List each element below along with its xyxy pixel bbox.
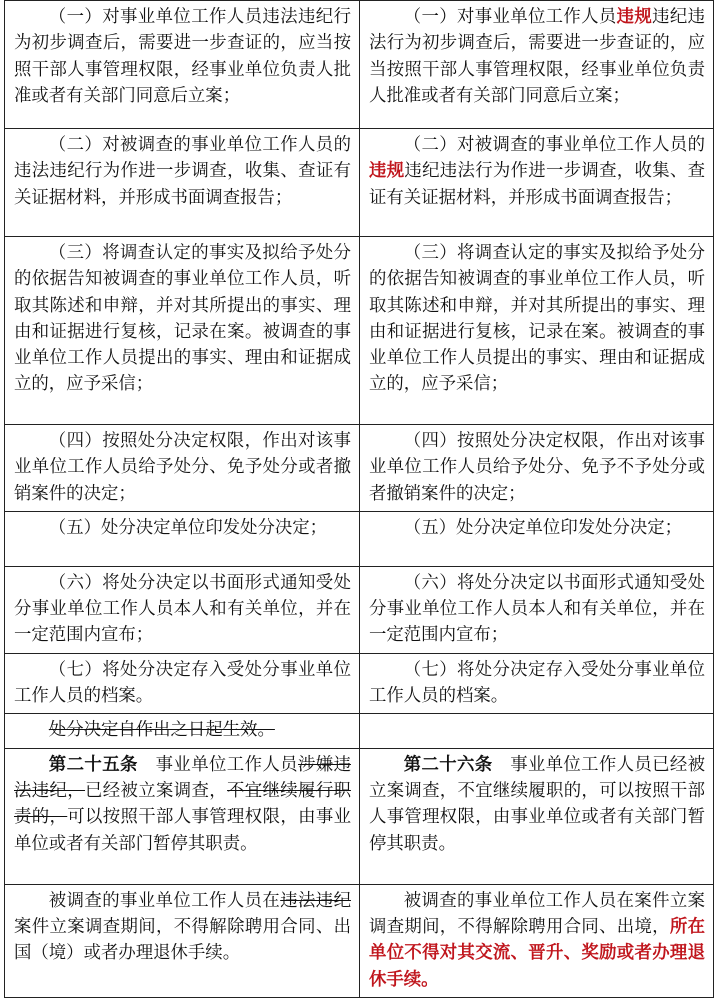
table-row bbox=[5, 884, 714, 997]
old-clause-2: （二）对被调查的事业单位工作人员的违法违纪行为作进一步调查，收集、查证有关证据材料，并形成书面调查报告； bbox=[5, 129, 360, 237]
old-clause-6: （六）将处分决定以书面形式通知受处分事业单位工作人员本人和有关单位，并在一定范围内宣布； bbox=[5, 566, 360, 653]
text: 违纪违法行为作进一步调查，收集、查证有关证据材料，并形成书面调查报告； bbox=[369, 161, 705, 208]
old-clause-4: （四）按照处分决定权限，作出对该事业单位工作人员给予处分、免予处分或者撤销案件的决定； bbox=[5, 425, 360, 512]
table-row bbox=[5, 566, 714, 653]
text: 违纪违法行为初步调查后，需要进一步查证的，应当按照干部人事管理权限，经事业单位负责人批准或者有关部门同意后立案； bbox=[369, 7, 705, 106]
struck-text: 违法违纪 bbox=[280, 890, 351, 911]
text: 被调查的事业单位工作人员在案件立案调查期间，不得解除聘用合同、出境， bbox=[369, 890, 705, 937]
new-clause-7: （七）将处分决定存入受处分事业单位工作人员的档案。 bbox=[360, 653, 714, 714]
struck-text: 处分决定自作出之日起生效。 bbox=[48, 720, 275, 741]
table-row bbox=[5, 237, 714, 425]
new-clause-3: （三）将调查认定的事实及拟给予处分的依据告知被调查的事业单位工作人员，听取其陈述和申辩，并对其所提出的事实、理由和证据进行复核，记录在案。被调查的事业单位工作人员提出的事实、理由和证据成立的，应予采信； bbox=[360, 237, 714, 425]
highlight-text: 违规 bbox=[369, 161, 405, 182]
table-row bbox=[5, 425, 714, 512]
text: （二）对被调查的事业单位工作人员的 bbox=[403, 135, 705, 155]
text: 可以按照干部人事管理权限，由事业单位或者有关部门暂停其职责。 bbox=[14, 807, 351, 854]
comparison-table bbox=[4, 0, 714, 998]
highlight-text: 违规 bbox=[616, 7, 653, 27]
table-row bbox=[5, 748, 714, 884]
new-clause-2 bbox=[360, 129, 714, 237]
table-row bbox=[5, 1, 714, 129]
old-article-25 bbox=[5, 748, 360, 884]
text: 事业单位工作人员已经被立案调查，不宜继续履职的，可以按照干部人事管理权限，由事业单位或者有关部门暂停其职责。 bbox=[369, 754, 705, 854]
table-row bbox=[5, 714, 714, 748]
article-number: 第二十六条 bbox=[403, 754, 493, 775]
new-clause-1 bbox=[360, 1, 714, 129]
struck-text: 不宜继续履行职责的， bbox=[14, 780, 351, 828]
table-row bbox=[5, 653, 714, 714]
old-clause-3: （三）将调查认定的事实及拟给予处分的依据告知被调查的事业单位工作人员，听取其陈述和申辩，并对其所提出的事实、理由和证据进行复核，记录在案。被调查的事业单位工作人员提出的事实、理由和证据成立的，应予采信； bbox=[5, 237, 360, 425]
new-clause-5: （五）处分决定单位印发处分决定； bbox=[360, 511, 714, 566]
deleted-clause bbox=[5, 714, 360, 748]
table-row bbox=[5, 129, 714, 237]
text: 已经被立案调查， bbox=[85, 780, 228, 801]
article-number: 第二十五条 bbox=[48, 754, 138, 775]
new-article-26 bbox=[360, 748, 714, 884]
old-clause-1: （一）对事业单位工作人员违法违纪行为初步调查后，需要进一步查证的，应当按照干部人事管理权限，经事业单位负责人批准或者有关部门同意后立案； bbox=[5, 1, 360, 129]
old-clause-investigation bbox=[5, 884, 360, 997]
new-clause-investigation bbox=[360, 884, 714, 997]
empty-cell bbox=[360, 714, 714, 748]
text: 事业单位工作人员 bbox=[137, 754, 298, 775]
text: （一）对事业单位工作人员 bbox=[403, 7, 617, 27]
table-row bbox=[5, 511, 714, 566]
text: 被调查的事业单位工作人员在 bbox=[48, 890, 281, 911]
new-clause-6: （六）将处分决定以书面形式通知受处分事业单位工作人员本人和有关单位，并在一定范围内宣布； bbox=[360, 566, 714, 653]
highlight-text: 所在单位不得对其交流、晋升、奖励或者办理退休手续。 bbox=[369, 916, 705, 990]
new-clause-4: （四）按照处分决定权限，作出对该事业单位工作人员给予处分、免予不予处分或者撤销案件的决定； bbox=[360, 425, 714, 512]
old-clause-5: （五）处分决定单位印发处分决定； bbox=[5, 511, 360, 566]
text: 案件立案调查期间，不得解除聘用合同、出国（境）或者办理退休手续。 bbox=[14, 916, 351, 964]
struck-text: 涉嫌违法违纪， bbox=[14, 754, 351, 801]
old-clause-7: （七）将处分决定存入受处分事业单位工作人员的档案。 bbox=[5, 653, 360, 714]
